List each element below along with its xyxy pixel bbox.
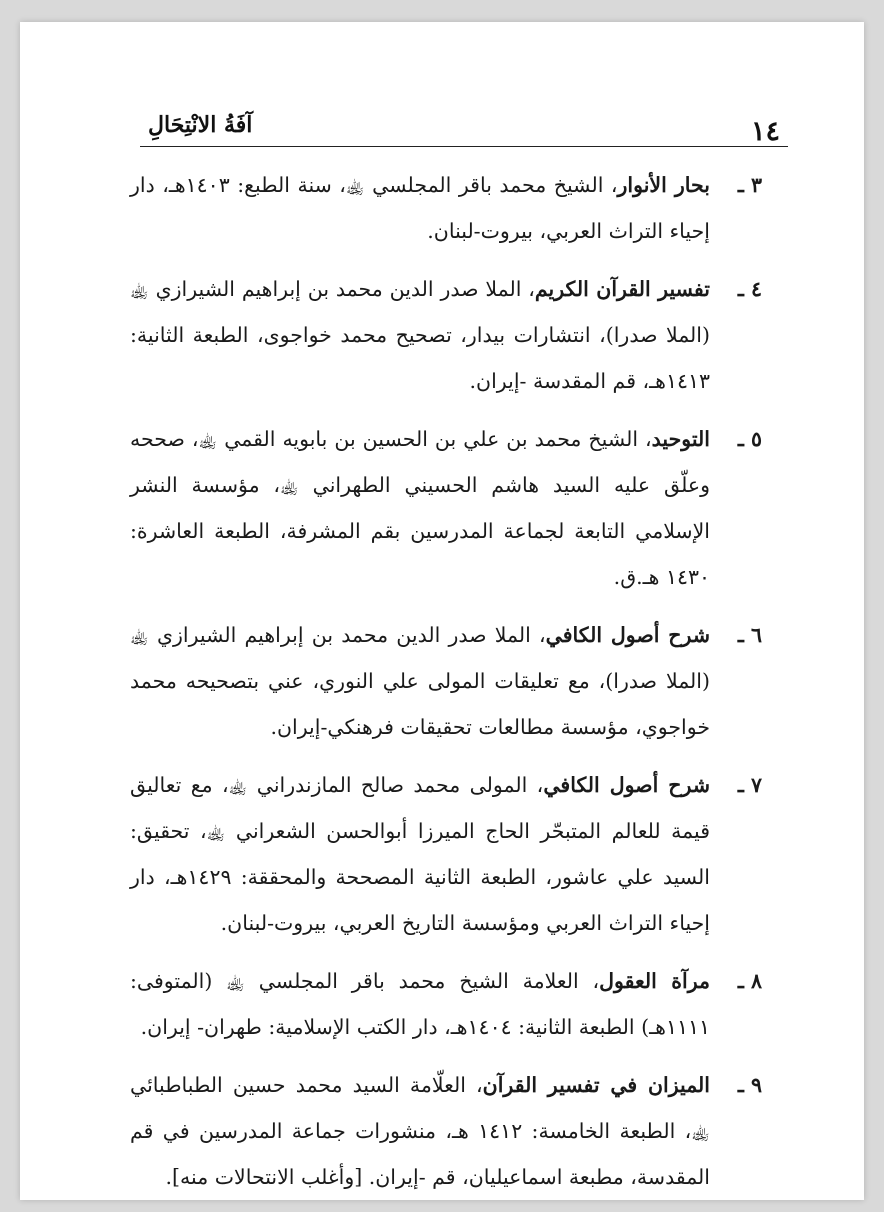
entry-title: شرح أصول الكافي xyxy=(545,623,710,647)
entry-details: ، العلّامة السيد محمد حسين الطباطبائي ﵀، الطبعة الخامسة: ١٤١٢ هـ، منشورات جماعة المدرسين في قم المقدسة، مطبعة اسماعيليان، قم -إيران. [وأغلب الانتحالات منه]. xyxy=(130,1073,710,1189)
bibliography-entry xyxy=(130,1062,762,1200)
entry-number: ٦ ـ xyxy=(737,623,762,647)
bibliography-entry xyxy=(130,416,762,600)
bibliography-entry xyxy=(130,958,762,1050)
entry-details: ، الملا صدر الدين محمد بن إبراهيم الشيرازي ﵀ (الملا صدرا)، انتشارات بيدار، تصحيح محمد خواجوى، الطبعة الثانية: ١٤١٣هـ، قم المقدسة -إيران. xyxy=(130,277,710,393)
entry-number: ٤ ـ xyxy=(737,277,762,301)
entry-details: ، الشيخ محمد بن علي بن الحسين بن بابويه القمي ﵀، صححه وعلّق عليه السيد هاشم الحسيني الطهراني ﵀، مؤسسة النشر الإسلامي التابعة لجماعة المدرسين بقم المشرفة، الطبعة العاشرة: ١٤٣٠ هـ.ق. xyxy=(130,427,710,589)
entry-text xyxy=(130,162,710,254)
entry-details: ، الشيخ محمد باقر المجلسي ﵀، سنة الطبع: ١٤٠٣هـ، دار إحياء التراث العربي، بيروت-لبنان. xyxy=(130,173,710,243)
entry-number: ٥ ـ xyxy=(737,427,762,451)
entry-details: ، العلامة الشيخ محمد باقر المجلسي ﵀ (المتوفى: ١١١١هـ) الطبعة الثانية: ١٤٠٤هـ، دار الكتب الإسلامية: طهران- إيران. xyxy=(130,969,710,1039)
page-number: ١٤ xyxy=(750,116,780,147)
page-header xyxy=(140,108,788,147)
entry-number: ٧ ـ xyxy=(737,773,762,797)
bibliography-entry xyxy=(130,162,762,254)
entry-title: تفسير القرآن الكريم xyxy=(534,277,711,301)
document-page xyxy=(20,22,864,1200)
entry-title: مرآة العقول xyxy=(599,969,710,993)
entry-title: التوحيد xyxy=(651,427,710,451)
entry-text xyxy=(130,612,710,750)
entry-text xyxy=(130,416,710,600)
entry-title: شرح أصول الكافي xyxy=(543,773,710,797)
entry-details: ، المولى محمد صالح المازندراني ﵀، مع تعاليق قيمة للعالم المتبحّر الحاج الميرزا أبوالحسن الشعراني ﵀، تحقيق: السيد علي عاشور، الطبعة الثانية المصححة والمحققة: ١٤٢٩هـ، دار إحياء التراث العربي ومؤسسة التاريخ العربي، بيروت-لبنان. xyxy=(130,773,710,935)
bibliography-list xyxy=(130,162,762,1212)
entry-number: ٣ ـ xyxy=(737,173,762,197)
entry-text xyxy=(130,958,710,1050)
entry-title: بحار الأنوار xyxy=(617,173,710,197)
entry-text xyxy=(130,762,710,946)
entry-details: ، الملا صدر الدين محمد بن إبراهيم الشيرازي ﵀ (الملا صدرا)، مع تعليقات المولى علي النوري، عني بتصحيحه محمد خواجوي، مؤسسة مطالعات تحقيقات فرهنكي-إيران. xyxy=(130,623,710,739)
bibliography-entry xyxy=(130,612,762,750)
entry-text xyxy=(130,1062,710,1200)
bibliography-entry xyxy=(130,762,762,946)
entry-number: ٩ ـ xyxy=(737,1073,762,1097)
bibliography-entry xyxy=(130,266,762,404)
running-title: آفَةُ الانْتِحَالِ xyxy=(148,112,253,138)
entry-title: الميزان في تفسير القرآن xyxy=(482,1073,710,1097)
entry-number: ٨ ـ xyxy=(737,969,762,993)
entry-text xyxy=(130,266,710,404)
